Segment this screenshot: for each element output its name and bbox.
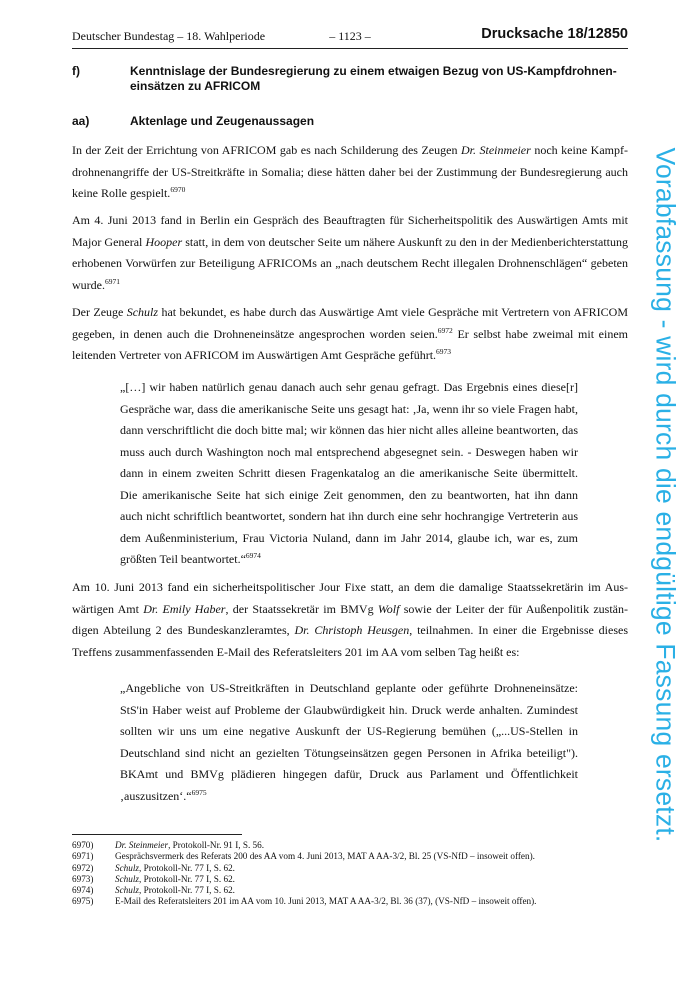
page-number: – 1123 – [329,29,371,43]
paragraph-2: Am 4. Juni 2013 fand in Berlin ein Gespräch des Beauftragten für Sicherheitspolitik des Auswärtigen Amts mit Major General Hooper statt, in dem von deutscher Seite um nähere Auskunft zu den in der Medienberichterstattung erhobenen Vorwürfen zur Beteiligung AFRICOMs an „nach deutschem Recht illegalen Drohnenschlägen“ gebeten wurde.$^{6971}$ [72,213,628,292]
paragraph-3: Der Zeuge Schulz hat bekundet, es habe durch das Auswärtige Amt viele Gespräche mit Vertretern von AFRICOM gegeben, in denen auch die Drohneneinsätze angesprochen worden seien.$^{6972}$ Er selbst habe zweimal mit einem leitenden Vertreter von AFRICOM im Auswärtigen Amt Gespräche geführt.$^{6973}$ [72,305,628,362]
section-label: aa) [72,114,90,128]
document-number [481,26,628,42]
person-name: Dr. Emily Haber [143,601,226,616]
page-header [72,26,628,49]
footnote-ref: 6974 [245,551,261,560]
person-name: Dr. Christoph Heusgen [294,623,410,637]
section-title-line2: einsätzen zu AFRICOM [130,79,261,93]
footnote-divider [72,834,242,835]
doc-number: 12850 [587,26,628,42]
footnote: 6971) Gesprächsvermerk des Referats 200 des AA vom 4. Juni 2013, MAT A AA-3/2, Bl. 25 (VS-NfD – insoweit offen). [72,851,535,862]
footnote-ref: 6971 [105,276,120,286]
footnote: 6972) Schulz, Protokoll-Nr. 77 I, S. 62. [72,862,235,873]
quote-2: „Angebliche von US-Streitkräften in Deutschland geplante oder geführte Drohneneinsätze: StS'in Haber weist auf Probleme der Glaubwürdigkeit hin. Druck werde anhalten. Zumindest sollten wir uns um eine negative Auskunft der US-Regierung bemühen („...US-Stellen in Deutschland sind nicht an gezielten Tötungseinsätzen gegen Personen in Afrika beteiligt"). BKAmt und BMVg plädieren hingegen dafür, Druck aus Parlament und Öffentlichkeit ‚auszusitzen‘.“$^{6975}$ [120,681,578,803]
person-name: Dr. Steinmeier [460,143,531,157]
quote-1: „[…] wir haben natürlich genau danach auch sehr genau gefragt. Das Ergebnis eines diese[r] Gespräche war, dass die amerikanische Seite uns gesagt hat: ‚Ja, wenn ihr so viele Fragen habt, dann verschriftlicht die doch bitte mal; wir können das hier nicht alles alleine beantworten, das muss auch durch Washington noch mal entsprechend abgesegnet sein. - Deswegen haben wir dann in einem zweiten Schritt diesen Fragenkatalog an die amerikanische Seite übermittelt. Die amerikanische Seite hat sich einige Zeit genommen, den zu beantworten, hat ihn dann auch nicht schriftlich beantwortet, sondern hat ihn durch eine sehr hochrangige Vertreterin aus dem Außenministerium, Frau Victoria Nuland, dann im Jahr 2014, glaube ich, war es, zum größten Teil beantwortet.“$^{6974}$ [120,380,578,566]
footnote-ref: 6973 [436,347,452,356]
footnote: 6974) Schulz, Protokoll-Nr. 77 I, S. 62. [72,885,235,896]
person-name: Schulz [126,305,159,319]
person-name: Wolf [377,601,400,616]
section-title: Aktenlage und Zeugenaussagen [130,114,315,128]
section-label: f) [72,64,80,78]
footnote: 6975) E-Mail des Referatsleiters 201 im AA vom 10. Juni 2013, MAT A AA-3/2, Bl. 36 (37), (VS-NfD – insoweit offen). [72,896,537,907]
person-name: Hooper [145,234,183,249]
header-left: Deutscher Bundestag – 18. Wahlperiode [72,29,266,43]
section-heading-f [72,64,628,94]
section-title-line1: Kenntnislage der Bundesregierung zu einem etwaigen Bezug von US-Kampfdrohnen- [130,64,617,78]
footnotes [72,840,632,908]
watermark-text: Vorabfassung - wird durch die endgültige Fassung ersetzt. [650,147,681,843]
footnote-ref: 6975 [191,787,207,797]
paragraph-1: In der Zeit der Errichtung von AFRICOM gab es nach Schilderung des Zeugen Dr. Steinmeier noch keine Kampfdrohnenangriffe der US-Streitkräfte in Somalia; diese hätten daher bei der Zustimmung der Bundesregierung auch keine Rolle gespielt.$^{6970}$ [72,143,628,200]
paragraph-4: Am 10. Juni 2013 fand ein sicherheitspolitischer Jour Fixe statt, an dem die damalige Staatssekretärin im Auswärtigen Amt Dr. Emily Haber, der Staatssekretär im BMVg Wolf sowie der Leiter der für Außenpolitik zuständigen Abteilung 2 des Bundeskanzleramtes, Dr. Christoph Heusgen, teilnahmen. In einer die Ergebnisse dieses Treffens zusammenfassenden E-Mail des Referatsleiters 201 im AA vom selben Tag heißt es: [72,580,629,659]
section-heading-aa [72,114,628,129]
footnote: 6973) Schulz, Protokoll-Nr. 77 I, S. 62. [72,873,235,884]
footnote-ref: 6970 [170,185,186,194]
doc-label: Drucksache 18/ [481,26,588,42]
footnote: 6970) Dr. Steinmeier, Protokoll-Nr. 91 I, S. 56. [72,840,265,850]
footnote-ref: 6972 [437,325,453,335]
